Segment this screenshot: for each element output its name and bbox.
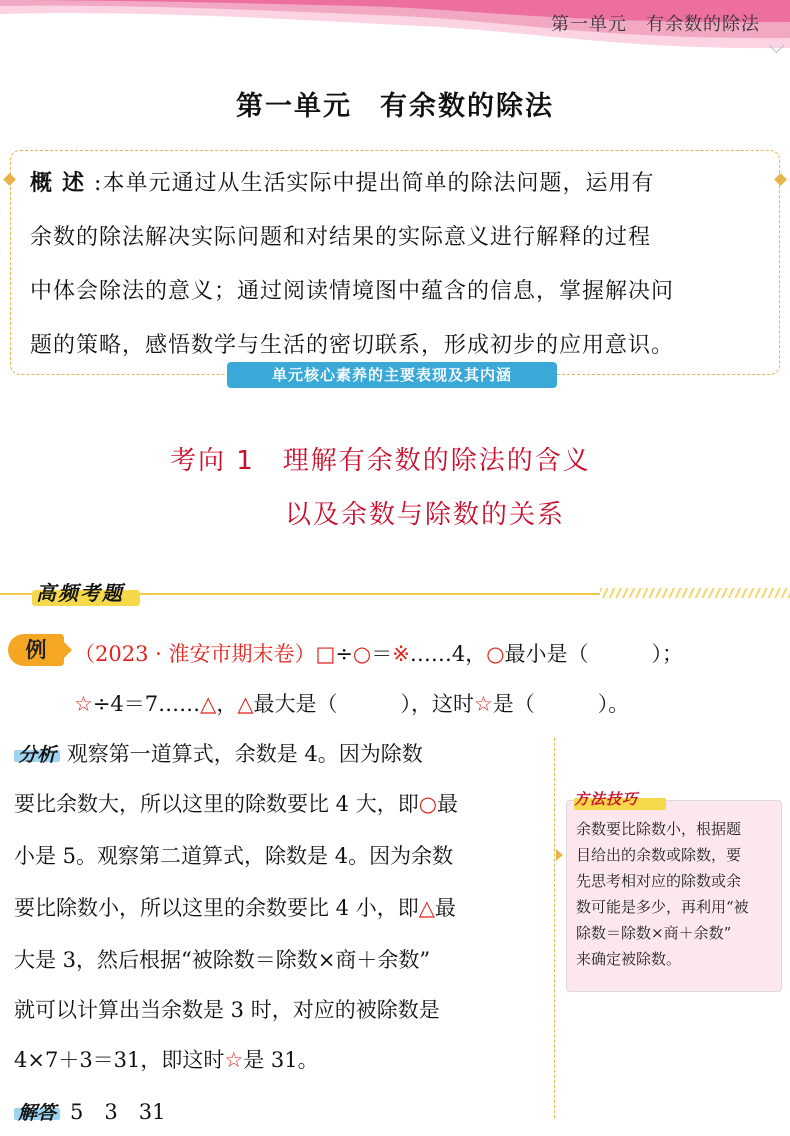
question-2: 最大是（ ），这时 xyxy=(253,692,474,716)
answer-tag: 解答 xyxy=(14,1098,60,1125)
analysis-text-4b: 最 xyxy=(434,896,456,920)
remainder-text: ……4， xyxy=(409,642,487,666)
star-symbol: ☆ xyxy=(74,692,93,716)
overview-line-3: 中体会除法的意义；通过阅读情境图中蕴含的信息，掌握解决问 xyxy=(30,279,675,304)
question-1: 最小是（ ）； xyxy=(504,642,684,666)
answer-values: 5 3 31 xyxy=(70,1100,166,1124)
example-line-1 xyxy=(74,638,683,668)
analysis-text-1: 观察第一道算式，余数是 4。因为除数 xyxy=(60,742,423,766)
analysis-line-6: 就可以计算出当余数是 3 时，对应的被除数是 xyxy=(14,998,440,1022)
overview-colon: : xyxy=(94,171,103,196)
reference-symbol: ※ xyxy=(392,642,410,666)
overview-line-4: 题的策略，感悟数学与生活的密切联系，形成初步的应用意识。 xyxy=(30,333,675,358)
core-literacy-banner: 单元核心素养的主要表现及其内涵 xyxy=(227,362,557,388)
tips-pointer-icon xyxy=(556,849,563,861)
star-symbol-3: ☆ xyxy=(224,1048,244,1072)
high-freq-label xyxy=(32,577,140,609)
analysis-line-7 xyxy=(14,1044,554,1074)
analysis-divider xyxy=(554,738,555,1118)
analysis-tag: 分析 xyxy=(14,740,60,767)
analysis-line-1 xyxy=(14,738,554,768)
analysis-line-3: 小是 5。观察第二道算式，除数是 4。因为余数 xyxy=(14,844,454,868)
analysis-line-4 xyxy=(14,892,554,922)
tips-line-6: 来确定被除数。 xyxy=(576,950,682,968)
answer-line xyxy=(14,1096,554,1126)
unit-title xyxy=(0,84,790,123)
example-badge: 例 xyxy=(8,634,64,666)
star-symbol-2: ☆ xyxy=(473,692,493,716)
tips-line-2: 目给出的余数或除数，要 xyxy=(576,846,742,864)
analysis-text-2b: 最 xyxy=(437,792,459,816)
analysis-line-5: 大是 3，然后根据“被除数＝除数×商＋余数” xyxy=(14,948,431,972)
square-symbol: □ xyxy=(315,642,336,666)
tips-line-3: 先思考相对应的除数或余 xyxy=(576,872,742,890)
analysis-text-2a: 要比余数大，所以这里的除数要比 4 大，即 xyxy=(14,792,419,816)
example-source: （2023 · 淮安市期末卷） xyxy=(74,642,316,666)
focus-title-line-2: 以及余数与除数的关系 xyxy=(285,500,566,530)
tips-line-1: 余数要比除数小，根据题 xyxy=(576,820,742,838)
tips-text xyxy=(576,816,776,972)
example-arrow-icon xyxy=(64,642,72,658)
example-line-2 xyxy=(74,688,629,718)
circle-symbol-2: ○ xyxy=(486,642,505,666)
divide-sign: ÷ xyxy=(335,642,353,666)
focus-title-line-1: 考向 1 理解有余数的除法的含义 xyxy=(170,446,591,476)
tips-label xyxy=(574,788,638,810)
circle-symbol: ○ xyxy=(352,642,372,666)
tips-line-4: 数可能是多少，再利用“被 xyxy=(576,898,749,916)
analysis-line-2 xyxy=(14,788,554,818)
running-header: 第一单元 有余数的除法 xyxy=(551,14,760,35)
overview-label: 概述 xyxy=(30,171,95,196)
triangle-symbol: △ xyxy=(200,692,217,716)
circle-symbol-3: ○ xyxy=(418,792,438,816)
overview-line-2: 余数的除法解决实际问题和对结果的实际意义进行解释的过程 xyxy=(30,225,652,250)
high-freq-stripes xyxy=(600,588,790,598)
high-freq-label-text: 高频考题 xyxy=(36,581,124,605)
analysis-text-7a: 4×7＋3＝31，即这时 xyxy=(14,1048,225,1072)
unit-title-part2: 有余数的除法 xyxy=(380,91,554,122)
unit-title-part1: 第一单元 xyxy=(236,91,352,122)
triangle-symbol-2: △ xyxy=(237,692,254,716)
analysis-text-4a: 要比除数小，所以这里的余数要比 4 小，即 xyxy=(14,896,419,920)
overview-text xyxy=(30,157,765,373)
tips-line-5: 除数＝除数×商＋余数” xyxy=(576,924,732,942)
triangle-symbol-3: △ xyxy=(418,896,435,920)
question-3: 是（ ）。 xyxy=(492,692,630,716)
equation-2: ÷4＝7…… xyxy=(92,692,201,716)
tips-label-text: 方法技巧 xyxy=(574,790,639,808)
comma: ， xyxy=(216,692,238,716)
analysis-text-7b: 是 31。 xyxy=(243,1048,319,1072)
equals-sign: ＝ xyxy=(371,642,393,666)
overview-line-1: 本单元通过从生活实际中提出简单的除法问题，运用有 xyxy=(102,171,655,196)
